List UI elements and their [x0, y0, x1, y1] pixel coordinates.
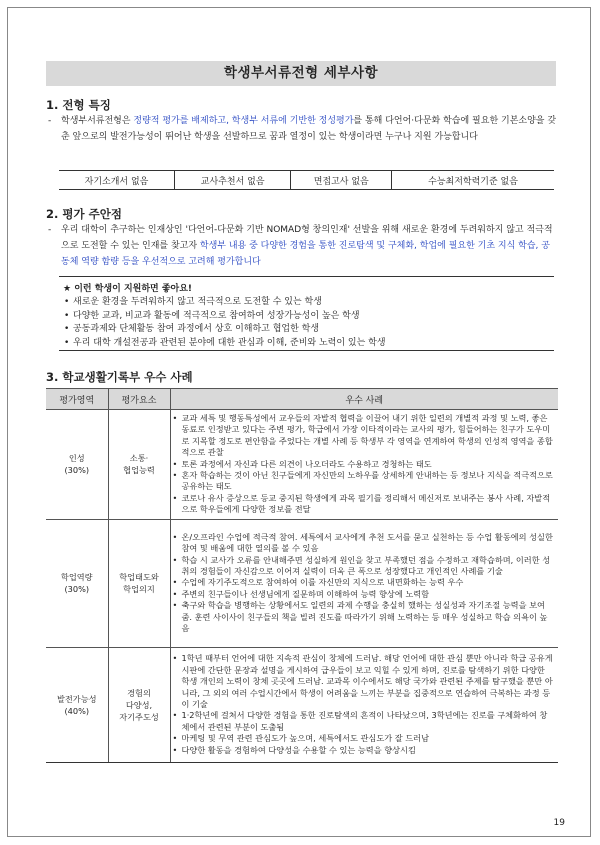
list-item: • 1학년 때부터 언어에 대한 지속적 관심이 창체에 드러남. 해당 언어에 대한 관심 뿐만 아니라 학급 공유게시판에 간단한 문장과 설명을 게시하여 급우들이 보고 익힐 수 있게 하며, 진로를 탐색하기 위한 다양한 학생 개인의 노력이 창체 곳곳에 드러남. 교과목 이수에서도 해당 국가와 관련된 주제를 탐구했을 뿐만 아니라, 그 외의 여러 수업시간에서 학생이 어려움을 느끼는 부분을 집중적으로 연습하여 극복하는 과정 등이 기술	[173, 653, 555, 710]
page-number: 19	[553, 818, 565, 828]
highlight-text: 정량적 평가를 배제하고, 학생부 서류에 기반한 정성평가	[133, 116, 354, 126]
section-1-paragraph: - 학생부서류전형은 정량적 평가를 배제하고, 학생부 서류에 기반한 정성평가를 통해 다언어·다문화 학습에 필요한 기본소양을 갖춘 앞으로의 발전가능성이 뛰어난 학생을 선발하므로 꿈과 열정이 있는 학생이라면 누구나 지원 가능합니다	[46, 113, 558, 145]
bullet-dash: -	[48, 116, 52, 126]
area-cell: 학업역량 (30%)	[46, 519, 108, 647]
table-row	[46, 410, 558, 520]
bullet-dash: -	[48, 225, 52, 235]
list-item: • 코로나 유사 증상으로 등교 중지된 학생에게 과목 필기를 정리해서 메신저로 보내주는 봉사 사례, 자발적으로 학우들에게 다양한 정보를 전달	[173, 493, 555, 516]
column-header: 평가요소	[108, 389, 170, 410]
element-cell: 학업태도와 학업의지	[108, 519, 170, 647]
list-item: • 수업에 자기주도적으로 참여하여 이를 자신만의 지식으로 내면화하는 능력 우수	[173, 577, 555, 588]
section-2-heading: 2. 평가 주안점	[46, 207, 122, 221]
no-requirements-table	[59, 170, 554, 190]
case-table	[46, 388, 558, 763]
recommended-student-box	[59, 276, 554, 351]
table-header-row	[46, 389, 558, 410]
note-cell: 면접고사 없음	[291, 171, 392, 190]
column-header: 평가영역	[46, 389, 108, 410]
box-heading: ★ 이런 학생이 지원하면 좋아요!	[63, 284, 193, 294]
highlight-text: 학생부 내용 중 다양한 경험을 통한 진로탐색 및 구체화, 학업에 필요한 기초 지식 학습, 공동체 역량 함량 등을 우선적으로 고려해 평가합니다	[61, 241, 550, 267]
list-item: • 혼자 학습하는 것이 아닌 친구들에게 자신만의 노하우를 상세하게 안내하는 등 정보나 지식을 적극적으로 공유하는 태도	[173, 470, 555, 493]
list-item: • 학습 시 교사가 오류를 안내해주면 성실하게 원인을 찾고 부족했던 점을 수정하고 재학습하며, 이러한 성취의 경험들이 자신감으로 이어져 실력이 더욱 큰 폭으로 성장했다고 개인적인 사례를 기술	[173, 555, 555, 578]
list-item: • 주변의 친구들이나 선생님에게 질문하며 이해하여 능력 향상에 노력함	[173, 589, 555, 600]
recommended-list	[59, 296, 386, 350]
list-item: • 1·2학년에 걸쳐서 다양한 경험을 통한 진로탐색의 흔적이 나타났으며, 3학년에는 진로를 구체화하여 창체에서 관련된 부분이 도출됨	[173, 710, 555, 733]
examples-cell	[170, 410, 558, 520]
area-cell: 발전가능성 (40%)	[46, 647, 108, 762]
list-item: • 우리 대학 개설전공과 관련된 분야에 대한 관심과 이해, 준비와 노력이 있는 학생	[59, 337, 386, 351]
area-cell: 인성 (30%)	[46, 410, 108, 520]
list-item: • 축구와 학습을 병행하는 상황에서도 일련의 과제 수행을 충실히 했하는 성실성과 자기조절 능력을 보여줌. 훈련 사이사이 친구들의 책을 빌려 진도를 따라가기 위해 노력하는 등 매우 성실하고 학습 의욕이 높음	[173, 600, 555, 634]
list-item: • 온/오프라인 수업에 적극적 참여. 세특에서 교사에게 추천 도서를 묻고 실천하는 등 수업 활동에의 성실한 참여 및 배움에 대한 열의를 볼 수 있음	[173, 532, 555, 555]
element-cell: 경험의 다양성, 자기주도성	[108, 647, 170, 762]
table-row	[46, 647, 558, 762]
column-header: 우수 사례	[170, 389, 558, 410]
section-2-paragraph: - 우리 대학이 추구하는 인재상인 '다언어-다문화 기반 NOMAD형 창의인재' 선발을 위해 새로운 환경에 두려워하지 않고 적극적으로 도전할 수 있는 인재를 찾고자 학생부 내용 중 다양한 경험을 통한 진로탐색 및 구체화, 학업에 필요한 기초 지식 학습, 공동체 역량 함량 등을 우선적으로 고려해 평가합니다	[46, 222, 558, 270]
note-cell: 수능최저학력기준 없음	[392, 171, 554, 190]
note-cell: 교사추천서 없음	[174, 171, 290, 190]
element-cell: 소통· 협업능력	[108, 410, 170, 520]
page-title: 학생부서류전형 세부사항	[46, 61, 556, 86]
note-cell: 자기소개서 없음	[59, 171, 174, 190]
list-item: • 마케팅 및 무역 관련 관심도가 높으며, 세특에서도 관심도가 잘 드러남	[173, 733, 555, 744]
examples-cell	[170, 519, 558, 647]
list-item: • 다양한 활동을 경험하여 다양성을 수용할 수 있는 능력을 향상시킴	[173, 745, 555, 756]
examples-cell	[170, 647, 558, 762]
section-1-heading: 1. 전형 특징	[46, 98, 111, 112]
list-item: • 새로운 환경을 두려워하지 않고 적극적으로 도전할 수 있는 학생	[59, 296, 386, 310]
list-item: • 토론 과정에서 자신과 다른 의견이 나오더라도 수용하고 경청하는 태도	[173, 459, 555, 470]
list-item: • 다양한 교과, 비교과 활동에 적극적으로 참여하여 성장가능성이 높은 학생	[59, 310, 386, 324]
list-item: • 교과 세특 및 행동특성에서 교우들의 자발적 협력을 이끌어 내기 위한 일련의 개별적 과정 및 노력, 좋은 동료로 인정받고 있다는 주변 평가, 학급에서 가장 이타적이라는 교사의 평가, 힘들어하는 친구가 도우미로 지목할 정도로 편안함을 주었다는 개별 사례 등 학생부 각 영역을 연계하여 학생의 인성적 영역을 종합적으로 관찰	[173, 413, 555, 459]
table-row	[46, 519, 558, 647]
list-item: • 공동과제와 단체활동 참여 과정에서 상호 이해하고 협업한 학생	[59, 323, 386, 337]
section-3-heading: 3. 학교생활기록부 우수 사례	[46, 370, 193, 384]
